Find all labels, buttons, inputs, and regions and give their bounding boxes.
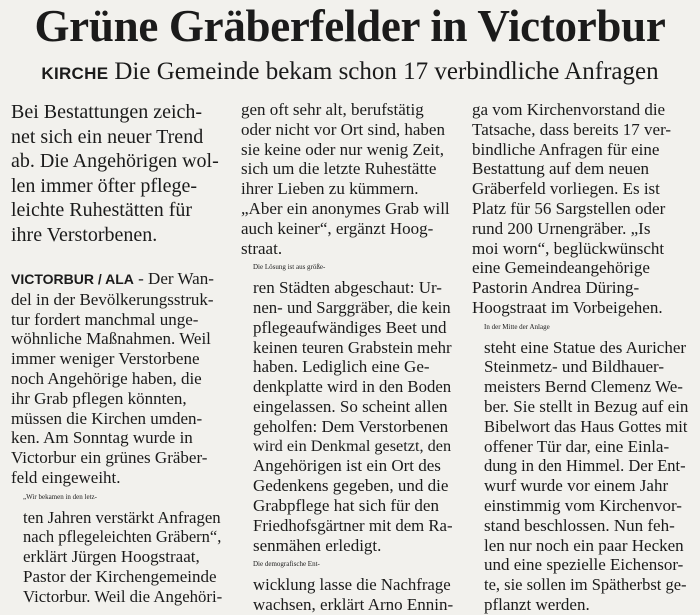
text-line: Tatsache, dass bereits 17 ver- [472, 119, 672, 139]
text-line: müssen die Kirchen umden- [11, 408, 203, 428]
paragraph [11, 488, 223, 607]
text-line: Pastorin Andrea Düring- [472, 278, 640, 298]
text-line: Steinmetz- und Bildhauer- [484, 357, 665, 377]
text-line: tur fordert manchmal unge- [11, 309, 199, 329]
text-line: „Wir bekamen in den letz- [23, 492, 97, 501]
text-line: und eine spezielle Eichensor- [484, 555, 684, 575]
text-line: bindliche Anfragen für eine [472, 139, 660, 159]
text-line: del in der Bevölkerungsstruk- [11, 289, 214, 309]
text-line: VICTORBUR / ALA - Der Wan- [11, 269, 214, 288]
text-line: Angehörigen ist ein Ort des [253, 456, 441, 476]
text-line: eine Gemeindeangehörige [472, 258, 650, 278]
text-line: wicklung lasse die Nachfrage [253, 575, 451, 595]
text-line: auch keiner“, ergänzt Hoog- [241, 218, 434, 238]
text-line: steht eine Statue des Auricher [484, 337, 687, 357]
text-line: Bestattung auf dem neuen [472, 159, 650, 179]
paragraph [11, 269, 223, 488]
paragraph [241, 100, 453, 258]
text-line: keinen teuren Grabstein mehr [253, 337, 452, 357]
text-line: Pastor der Kirchengemeinde [23, 566, 217, 586]
text-line: sich um die letzte Ruhestätte [241, 159, 437, 179]
text-line: offener Tür dar, eine Einla- [484, 436, 670, 456]
text-line: pflegeaufwändiges Beet und [253, 317, 447, 337]
text-line: sie keine oder nur wenig Zeit, [241, 139, 444, 159]
text-line: wachsen, erklärt Arno Ennin- [253, 594, 454, 614]
text-line: senmähen erledigt. [253, 535, 382, 555]
paragraph [472, 100, 688, 318]
text-line: ren Städten abgeschaut: Ur- [253, 278, 442, 298]
text-line: haben. Lediglich eine Ge- [253, 357, 430, 377]
text-line: te, sie sollen im Spätherbst ge- [484, 575, 687, 595]
text-line: pflanzt werden. [484, 594, 590, 614]
text-line: wurf wurde vor einem Jahr [484, 476, 669, 496]
text-line: ten Jahren verstärkt Anfragen [23, 507, 221, 527]
text-line: Gedenkens gegeben, und die [253, 476, 449, 496]
article-column-1 [11, 100, 223, 607]
text-line: Friedhofsgärtner mit dem Ra- [253, 515, 453, 535]
text-line: dung in den Himmel. Der Ent- [484, 456, 686, 476]
subheadline-row [0, 57, 700, 89]
text-line: wöhnliche Maßnahmen. Weil [11, 329, 211, 349]
article-column-3 [472, 100, 688, 615]
text-line: Platz für 56 Sargstellen oder [472, 198, 666, 218]
text-line: Die Lösung ist aus größe- [253, 263, 326, 272]
paragraph [472, 318, 688, 615]
kicker-label: KIRCHE [41, 64, 109, 83]
text-line: Hoogstraat im Vorbeigehen. [472, 297, 663, 317]
text-line: Victorbur. Weil die Angehöri- [23, 586, 223, 606]
paragraph [241, 555, 453, 614]
teaser-line: ab. Die Angehörigen wol- [11, 150, 219, 172]
teaser-line: net sich ein neuer Trend [11, 125, 204, 148]
text-line: geholfen: Dem Verstorbenen [253, 416, 449, 436]
text-line: ber. Sie stellt in Bezug auf ein [484, 396, 689, 416]
text-line: immer weniger Verstorbene [11, 349, 200, 369]
subheadline: Die Gemeinde bekam schon 17 verbindliche Anfragen [114, 58, 659, 85]
text-line: rund 200 Urnengräber. „Is [472, 218, 651, 238]
text-line: ihr Grab pflegen könnten, [11, 388, 187, 408]
text-line: In der Mitte der Anlage [484, 322, 550, 331]
dateline: VICTORBUR / ALA [11, 271, 134, 287]
text-line: feld eingeweiht. [11, 467, 121, 487]
text-line: noch Angehörige haben, die [11, 368, 202, 388]
text-line: wird ein Denkmal gesetzt, den [253, 436, 452, 455]
teaser-line: Bei Bestattungen zeich- [11, 101, 203, 123]
text-line: ga vom Kirchenvorstand die [472, 100, 666, 119]
text-line: erklärt Jürgen Hoogstraat, [23, 547, 200, 567]
headline: Grüne Gräberfelder in Victorbur [34, 1, 666, 51]
text-line: straat. [241, 238, 283, 258]
text-line: stand beschlossen. Nun feh- [484, 515, 675, 535]
teaser [11, 100, 223, 247]
text-line: denkplatte wird in den Boden [253, 377, 452, 397]
text-line: eingelassen. So scheint allen [253, 396, 448, 416]
text-line: Grabpflege hat sich für den [253, 495, 439, 515]
teaser-line: ihre Verstorbenen. [11, 223, 158, 246]
paragraph [241, 258, 453, 555]
text-line: moi worn“, beglückwünscht [472, 238, 665, 258]
text-line: Die demografische Ent- [253, 560, 320, 569]
text-line: oder nicht vor Ort sind, haben [241, 119, 445, 139]
text-line: len nur noch ein paar Hecken [484, 535, 684, 555]
text-line: gen oft sehr alt, berufstätig [241, 100, 424, 119]
text-line: „Aber ein anonymes Grab will [241, 198, 450, 218]
article-column-2 [241, 100, 453, 615]
teaser-line: leichte Ruhestätten für [11, 199, 193, 221]
text-line: Victorbur ein grünes Gräber- [11, 448, 208, 468]
text-line: ihrer Lieben zu kümmern. [241, 179, 419, 199]
text-line: meisters Bernd Clemenz We- [484, 377, 683, 397]
text-line: nach pflegeleichten Gräbern“, [23, 527, 222, 547]
text-line: nen- und Sarggräber, die kein [253, 297, 451, 317]
text-line: ken. Am Sonntag wurde in [11, 428, 193, 448]
text-line: einstimmig vom Kirchenvor- [484, 495, 682, 515]
text-line: Bibelwort das Haus Gottes mit [484, 416, 688, 436]
teaser-line: len immer öfter pflege- [11, 174, 198, 197]
text-line: Gräberfeld vorliegen. Es ist [472, 179, 660, 199]
